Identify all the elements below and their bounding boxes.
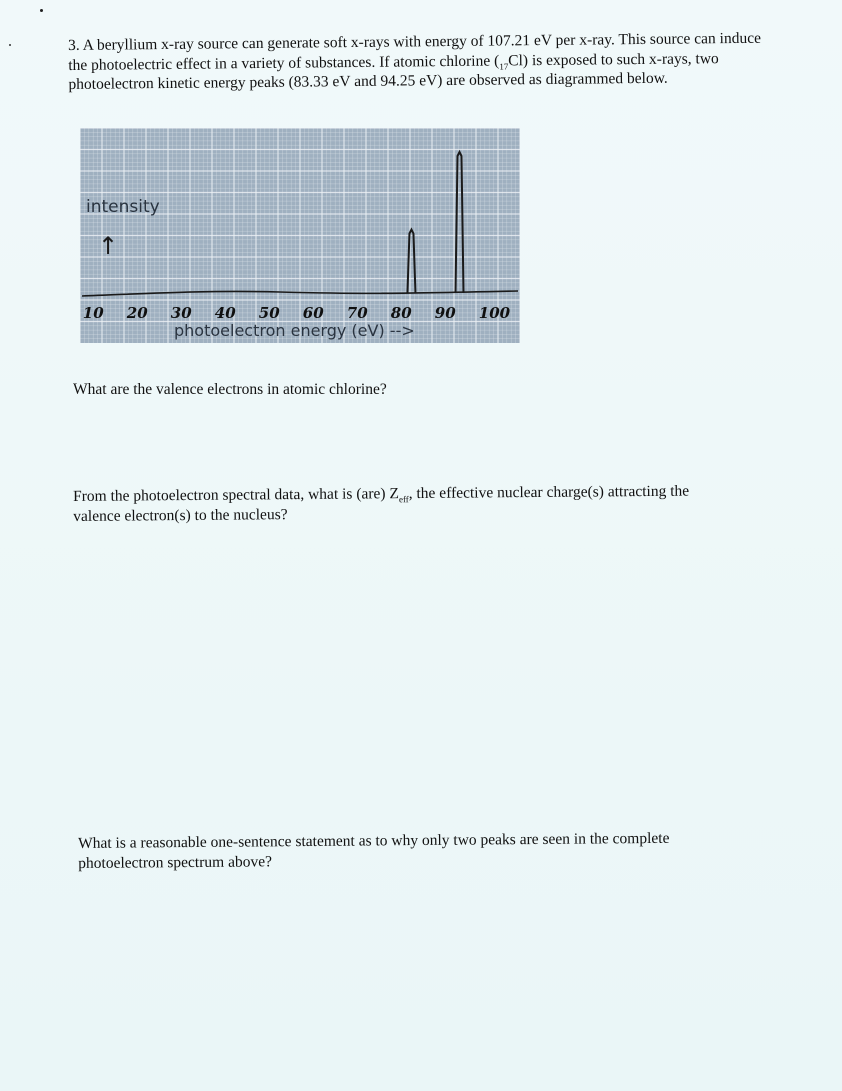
x-tick-label: 80 [390, 304, 412, 322]
x-tick-label: 100 [478, 304, 511, 322]
x-axis-label: photoelectron energy (eV) --> [174, 321, 415, 340]
x-tick-label: 20 [126, 304, 148, 322]
problem-text-2: Cl) is exposed to such x-rays, two photoelectron kinetic energy peaks (83.33 eV and 94.25 eV) are observed as diagrammed below. [68, 49, 719, 93]
x-tick-label: 10 [82, 304, 104, 322]
zeff-subscript: eff [398, 494, 409, 505]
q2-text-2: , the effective nuclear charge(s) attracting the valence electron(s) to the nucleus? [73, 482, 690, 525]
stray-mark [40, 9, 43, 12]
y-axis-arrow: ↑ [98, 232, 119, 260]
problem-text-1: A beryllium x-ray source can generate soft x-rays with energy of 107.21 eV per x-ray. This source can induce the photoelectric effect in a variety of substances. If atomic chlorine ( [68, 29, 761, 74]
photoelectron-spectrum-chart [80, 128, 520, 343]
x-tick-label: 30 [170, 304, 192, 322]
y-axis-label: intensity [86, 197, 160, 217]
chlorine-atomic-number: 17 [499, 60, 509, 72]
spectrum-svg [80, 128, 520, 343]
question-two-peaks: What is a reasonable one-sentence statement as to why only two peaks are seen in the complete photoelectron spectrum above? [78, 829, 670, 872]
q2-text-1: From the photoelectron spectral data, what is (are) Z [73, 485, 399, 505]
problem-number: 3. [68, 36, 80, 54]
problem-statement [68, 29, 769, 95]
x-tick-label: 90 [434, 304, 456, 322]
x-tick-label: 50 [258, 304, 280, 322]
stray-mark [9, 44, 11, 46]
x-tick-label: 60 [302, 304, 324, 322]
x-tick-label: 40 [214, 304, 236, 322]
question-valence-electrons: What are the valence electrons in atomic chlorine? [73, 381, 387, 398]
question-effective-nuclear-charge [73, 481, 733, 526]
x-tick-label: 70 [346, 304, 368, 322]
